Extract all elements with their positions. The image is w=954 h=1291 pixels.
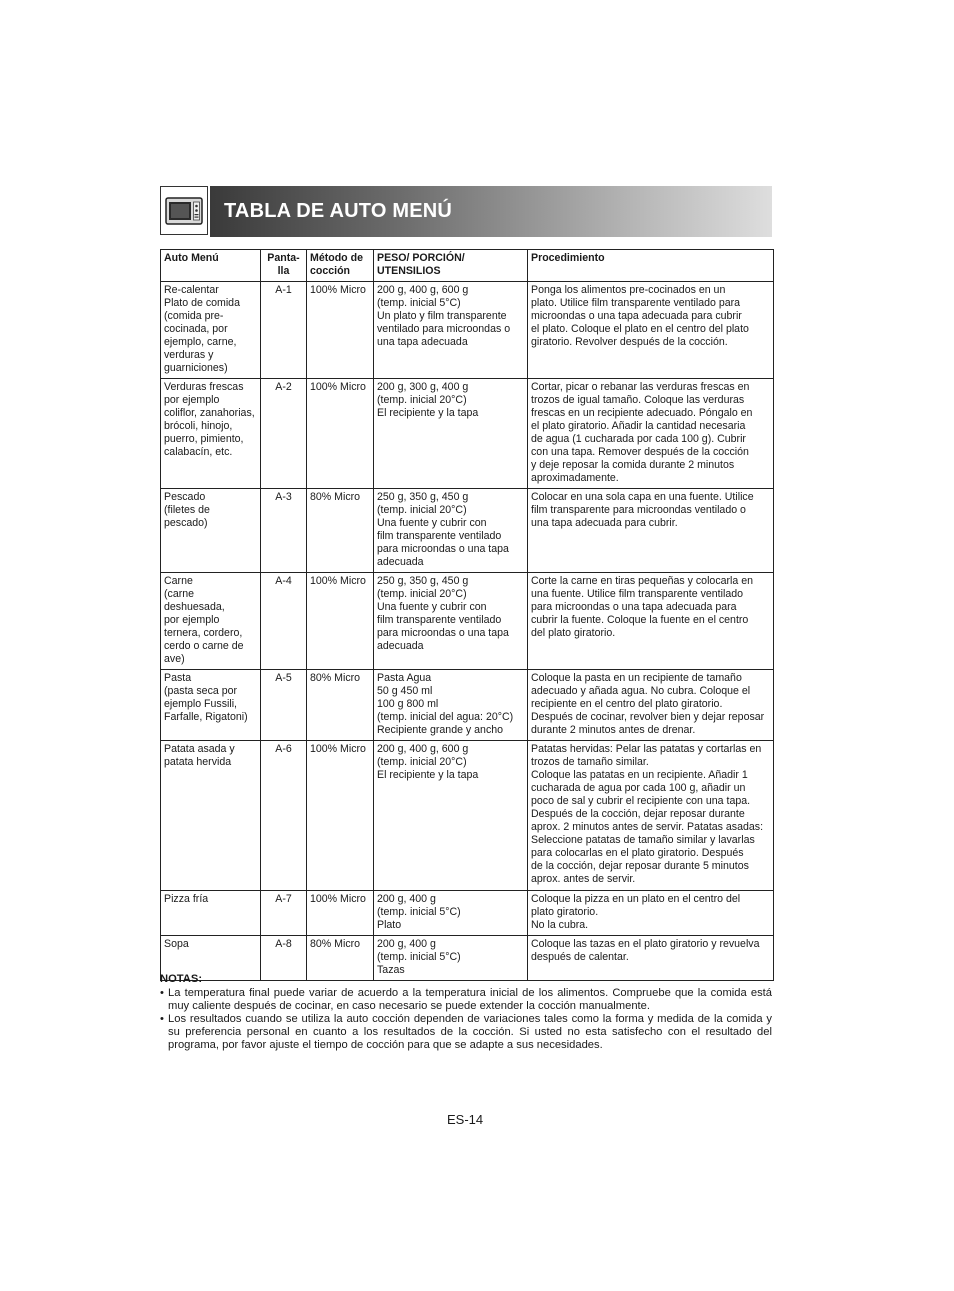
cell-procedure: Cortar, picar o rebanar las verduras frescas en trozos de igual tamaño. Coloque las verduras frescas en un recipiente adecuado. Póngalo en el plato giratorio. Añadir la cantidad necesaria de agua (1 cucharada por cada 100 g). Cubrir con una tapa. Remover después de la cocción y deje reposar la comida durante 2 minutos aproximadamente. <box>528 379 774 489</box>
cell-weight: 200 g, 400 g, 600 g (temp. inicial 5°C) Un plato y film transparente ventilado para microondas o una tapa adecuada <box>374 282 528 379</box>
cell-method: 100% Micro <box>307 741 374 891</box>
microwave-icon-box <box>160 186 208 235</box>
cell-procedure: Coloque las tazas en el plato giratorio y revuelva después de calentar. <box>528 936 774 981</box>
cell-procedure: Coloque la pizza en un plato en el centro del plato giratorio. No la cubra. <box>528 891 774 936</box>
cell-weight: 200 g, 300 g, 400 g (temp. inicial 20°C) El recipiente y la tapa <box>374 379 528 489</box>
note-text: Los resultados cuando se utiliza la auto cocción dependen de variaciones tales como la forma y medida de la comida y su preferencia personal en cuanto a los resultados de la cocción. Si usted no esta satisfecho con el resultado del programa, por favor ajuste el tiempo de cocción para que se adapte a sus necesidades. <box>168 1013 772 1051</box>
cell-menu: Re-calentar Plato de comida (comida pre- cocinada, por ejemplo, carne, verduras y guarniciones) <box>161 282 261 379</box>
notes-title: NOTAS: <box>160 973 203 985</box>
cell-display: A-6 <box>261 741 307 891</box>
table-row <box>161 741 774 891</box>
cell-display: A-1 <box>261 282 307 379</box>
cell-procedure: Corte la carne en tiras pequeñas y colocarla en una fuente. Utilice film transparente ventilado para microondas o una tapa adecuada para cubrir la fuente. Coloque la fuente en el centro del plato giratorio. <box>528 573 774 670</box>
cell-method: 100% Micro <box>307 379 374 489</box>
table-row <box>161 282 774 379</box>
bullet-icon: • <box>160 987 164 999</box>
cell-display: A-3 <box>261 489 307 573</box>
cell-method: 100% Micro <box>307 891 374 936</box>
cell-menu: Sopa <box>161 936 261 981</box>
cell-menu: Pescado (filetes de pescado) <box>161 489 261 573</box>
microwave-icon <box>165 195 203 227</box>
cell-weight: 200 g, 400 g (temp. inicial 5°C) Plato <box>374 891 528 936</box>
cell-method: 80% Micro <box>307 489 374 573</box>
table-row <box>161 891 774 936</box>
cell-weight: 200 g, 400 g (temp. inicial 5°C) Tazas <box>374 936 528 981</box>
notes-section <box>160 973 772 1052</box>
page-title: TABLA DE AUTO MENÚ <box>224 200 453 222</box>
cell-weight: 250 g, 350 g, 450 g (temp. inicial 20°C) Una fuente y cubrir con film transparente ventilado para microondas o una tapa adecuada <box>374 489 528 573</box>
header-weight: PESO/ PORCIÓN/ UTENSILIOS <box>374 250 528 282</box>
table-header-row <box>161 250 774 282</box>
cell-display: A-2 <box>261 379 307 489</box>
cell-method: 100% Micro <box>307 282 374 379</box>
table-row <box>161 670 774 741</box>
cell-weight: 250 g, 350 g, 450 g (temp. inicial 20°C) Una fuente y cubrir con film transparente ventilado para microondas o una tapa adecuada <box>374 573 528 670</box>
cell-method: 80% Micro <box>307 670 374 741</box>
cell-procedure: Ponga los alimentos pre-cocinados en un plato. Utilice film transparente ventilado para microondas o una tapa adecuada para cubrir el plato. Coloque el plato en el centro del plato giratorio. Revolver después de la cocción. <box>528 282 774 379</box>
header-display: Panta- lla <box>261 250 307 282</box>
cell-menu: Patata asada y patata hervida <box>161 741 261 891</box>
header-method: Método de cocción <box>307 250 374 282</box>
title-bar <box>210 186 772 237</box>
cell-method: 80% Micro <box>307 936 374 981</box>
cell-weight: Pasta Agua 50 g 450 ml 100 g 800 ml (temp. inicial del agua: 20°C) Recipiente grande y ancho <box>374 670 528 741</box>
header-auto-menu: Auto Menú <box>161 250 261 282</box>
cell-menu: Carne (carne deshuesada, por ejemplo ternera, cordero, cerdo o carne de ave) <box>161 573 261 670</box>
note-item <box>160 1013 772 1052</box>
section-header <box>160 186 772 237</box>
page-number: ES-14 <box>447 1112 484 1127</box>
cell-procedure: Colocar en una sola capa en una fuente. Utilice film transparente para microondas ventilado o una tapa adecuada para cubrir. <box>528 489 774 573</box>
table-row <box>161 573 774 670</box>
note-text: La temperatura final puede variar de acuerdo a la temperatura inicial de los alimentos. Compruebe que la comida está muy caliente después de cocinar, en caso necesario se puede extender la cocción manualmente. <box>168 987 772 1012</box>
header-procedure: Procedimiento <box>528 250 774 282</box>
cell-weight: 200 g, 400 g, 600 g (temp. inicial 20°C) El recipiente y la tapa <box>374 741 528 891</box>
cell-menu: Verduras frescas por ejemplo coliflor, zanahorias, brócoli, hinojo, puerro, pimiento, calabacín, etc. <box>161 379 261 489</box>
note-item <box>160 987 772 1013</box>
cell-display: A-8 <box>261 936 307 981</box>
cell-display: A-4 <box>261 573 307 670</box>
bullet-icon: • <box>160 1013 164 1025</box>
table-row <box>161 379 774 489</box>
auto-menu-table <box>160 249 774 981</box>
cell-procedure: Patatas hervidas: Pelar las patatas y cortarlas en trozos de tamaño similar. Coloque las patatas en un recipiente. Añadir 1 cucharada de agua por cada 100 g, añadir un poco de sal y cubrir el recipiente con una tapa. Después de la cocción, dejar reposar durante aprox. 2 minutos antes de servir. Patatas asadas: Seleccione patatas de tamaño similar y lavarlas para colocarlas en el plato giratorio. Después de la cocción, dejar reposar durante 5 minutos aprox. antes de servir. <box>528 741 774 891</box>
cell-display: A-7 <box>261 891 307 936</box>
cell-method: 100% Micro <box>307 573 374 670</box>
cell-menu: Pizza fría <box>161 891 261 936</box>
table-row <box>161 489 774 573</box>
cell-procedure: Coloque la pasta en un recipiente de tamaño adecuado y añada agua. No cubra. Coloque el recipiente en el centro del plato giratorio. Después de cocinar, revolver bien y dejar reposar durante 2 minutos antes de drenar. <box>528 670 774 741</box>
cell-menu: Pasta (pasta seca por ejemplo Fussili, Farfalle, Rigatoni) <box>161 670 261 741</box>
cell-display: A-5 <box>261 670 307 741</box>
